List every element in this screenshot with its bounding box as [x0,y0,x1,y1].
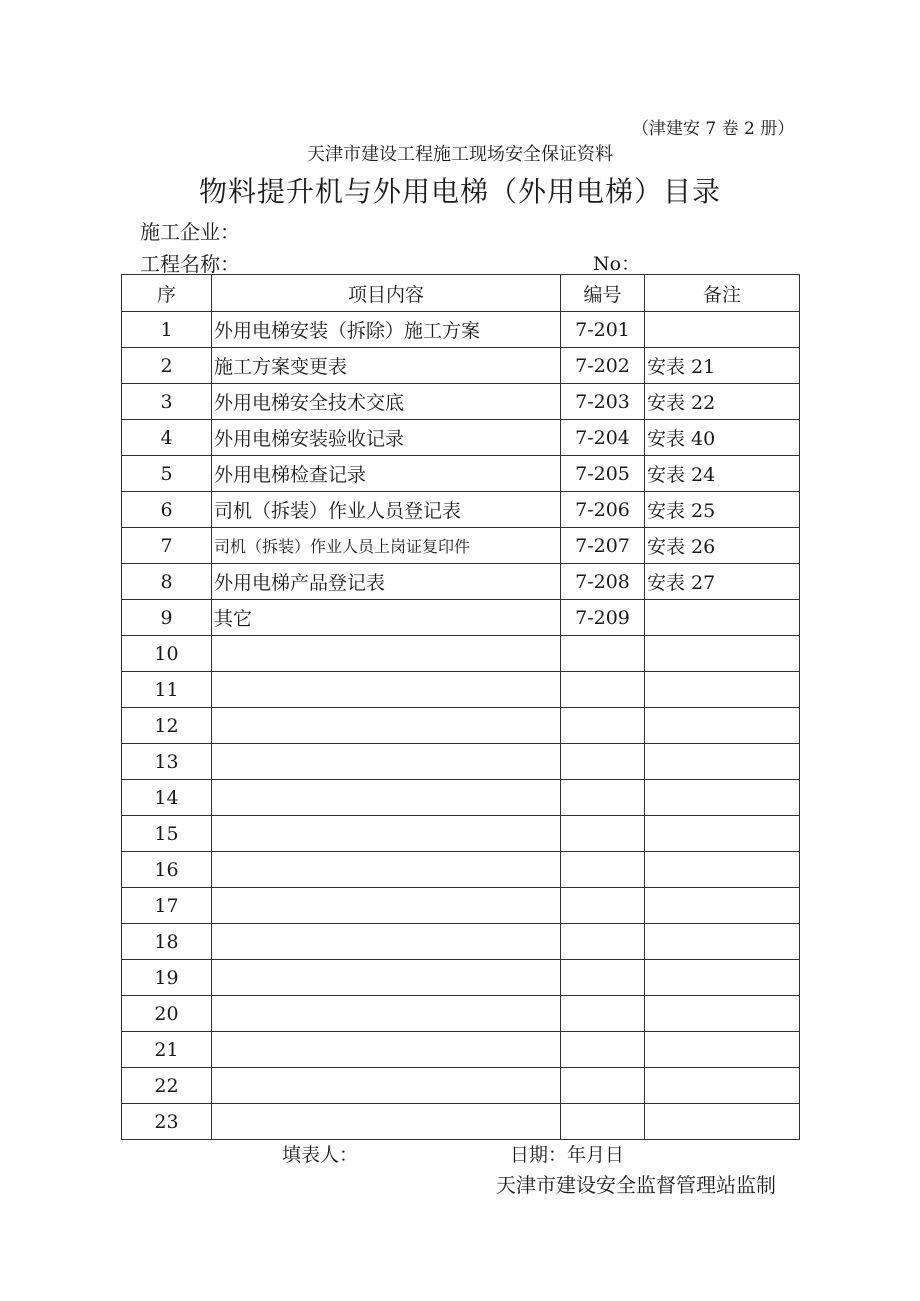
row-item-cell: 外用电梯安全技术交底 [212,384,561,420]
table-row [122,744,800,780]
row-seq-cell: 15 [122,816,212,852]
row-seq-cell: 20 [122,996,212,1032]
row-item-cell: 外用电梯安装（拆除）施工方案 [212,312,561,348]
table-row [122,636,800,672]
row-note-cell [645,960,800,996]
row-note-cell [645,780,800,816]
row-code-cell: 7-206 [561,492,645,528]
row-note-cell [645,672,800,708]
table-row [122,780,800,816]
row-code-cell [561,744,645,780]
row-seq-cell: 4 [122,420,212,456]
table-row [122,1032,800,1068]
row-seq-cell: 21 [122,1032,212,1068]
row-item-cell: 外用电梯检查记录 [212,456,561,492]
row-code-cell: 7-208 [561,564,645,600]
row-item-cell: 其它 [212,600,561,636]
row-item-cell: 司机（拆装）作业人员登记表 [212,492,561,528]
row-note-cell: 安表 40 [645,420,800,456]
row-item-cell: 司机（拆装）作业人员上岗证复印件 [212,528,561,564]
table-row [122,852,800,888]
row-code-cell [561,780,645,816]
row-code-cell: 7-203 [561,384,645,420]
row-item-cell [212,996,561,1032]
table-row [122,348,800,384]
page-title: 物料提升机与外用电梯（外用电梯）目录 [198,175,721,208]
row-seq-cell: 8 [122,564,212,600]
row-code-cell [561,636,645,672]
row-note-cell [645,600,800,636]
row-note-cell [645,888,800,924]
row-item-cell [212,1032,561,1068]
row-code-cell: 7-207 [561,528,645,564]
row-note-cell [645,1068,800,1104]
row-item-cell [212,816,561,852]
row-seq-cell: 14 [122,780,212,816]
row-item-cell [212,744,561,780]
row-seq-cell: 13 [122,744,212,780]
catalog-table [121,274,800,1140]
table-row [122,816,800,852]
company-label: 施工企业： [140,220,240,244]
supervisor-label: 天津市建设安全监督管理站监制 [496,1173,776,1197]
row-code-cell [561,708,645,744]
row-seq-cell: 22 [122,1068,212,1104]
table-row [122,600,800,636]
row-seq-cell: 1 [122,312,212,348]
row-code-cell: 7-209 [561,600,645,636]
row-item-cell [212,888,561,924]
row-item-cell [212,1068,561,1104]
row-seq-cell: 3 [122,384,212,420]
row-code-cell: 7-204 [561,420,645,456]
table-row [122,456,800,492]
row-note-cell [645,636,800,672]
row-note-cell [645,708,800,744]
table-row [122,1104,800,1140]
row-seq-cell: 19 [122,960,212,996]
row-code-cell [561,1032,645,1068]
table-row [122,888,800,924]
row-seq-cell: 7 [122,528,212,564]
row-seq-cell: 6 [122,492,212,528]
row-note-cell [645,528,800,564]
table-row [122,528,800,564]
row-note-cell [645,1032,800,1068]
table-row [122,672,800,708]
table-row [122,996,800,1032]
volume-reference: （津建安 7 卷 2 册） [632,119,795,139]
row-seq-cell: 5 [122,456,212,492]
filler-label: 填表人： [282,1144,359,1166]
row-seq-cell: 16 [122,852,212,888]
row-note-cell: 安表 27 [645,564,800,600]
table-row [122,960,800,996]
table-row [122,564,800,600]
row-item-cell: 外用电梯产品登记表 [212,564,561,600]
table-row [122,420,800,456]
header-note: 备注 [645,275,800,312]
row-note-cell: 安表 25 [645,492,800,528]
row-note-cell [645,816,800,852]
row-note-cell [645,924,800,960]
row-item-cell [212,672,561,708]
row-seq-cell: 2 [122,348,212,384]
note-text: 安表 26 [647,536,716,558]
row-note-cell [645,312,800,348]
table-header-row [122,275,800,312]
row-code-cell [561,924,645,960]
project-name-label: 工程名称： [140,252,240,276]
row-code-cell [561,816,645,852]
table-row [122,384,800,420]
row-item-cell [212,708,561,744]
row-item-cell [212,924,561,960]
row-item-cell [212,1104,561,1140]
row-note-cell: 安表 21 [645,348,800,384]
row-seq-cell: 18 [122,924,212,960]
row-seq-cell: 11 [122,672,212,708]
row-code-cell: 7-202 [561,348,645,384]
row-seq-cell: 12 [122,708,212,744]
row-item-cell [212,780,561,816]
row-code-cell [561,888,645,924]
table-row [122,1068,800,1104]
row-seq-cell: 10 [122,636,212,672]
table-row [122,312,800,348]
row-item-cell: 施工方案变更表 [212,348,561,384]
row-seq-cell: 9 [122,600,212,636]
row-item-cell [212,636,561,672]
row-code-cell: 7-205 [561,456,645,492]
table-row [122,492,800,528]
number-label: No： [593,253,641,275]
header-code: 编号 [561,275,645,312]
row-seq-cell: 17 [122,888,212,924]
row-item-cell: 外用电梯安装验收记录 [212,420,561,456]
row-code-cell [561,960,645,996]
header-item: 项目内容 [212,275,561,312]
row-note-cell: 安表 24 [645,456,800,492]
document-subtitle: 天津市建设工程施工现场安全保证资料 [307,144,613,165]
row-note-cell: 安表 22 [645,384,800,420]
date-label: 日期：年月日 [510,1144,625,1166]
row-code-cell [561,1068,645,1104]
row-code-cell [561,996,645,1032]
row-item-cell [212,960,561,996]
row-note-cell [645,852,800,888]
row-note-cell [645,996,800,1032]
row-note-cell [645,744,800,780]
row-item-cell [212,852,561,888]
row-code-cell [561,1104,645,1140]
header-seq: 序 [122,275,212,312]
table-row [122,708,800,744]
row-seq-cell: 23 [122,1104,212,1140]
row-code-cell [561,852,645,888]
catalog-table-body [122,312,800,1140]
table-row [122,924,800,960]
row-code-cell [561,672,645,708]
row-code-cell: 7-201 [561,312,645,348]
row-note-cell [645,1104,800,1140]
